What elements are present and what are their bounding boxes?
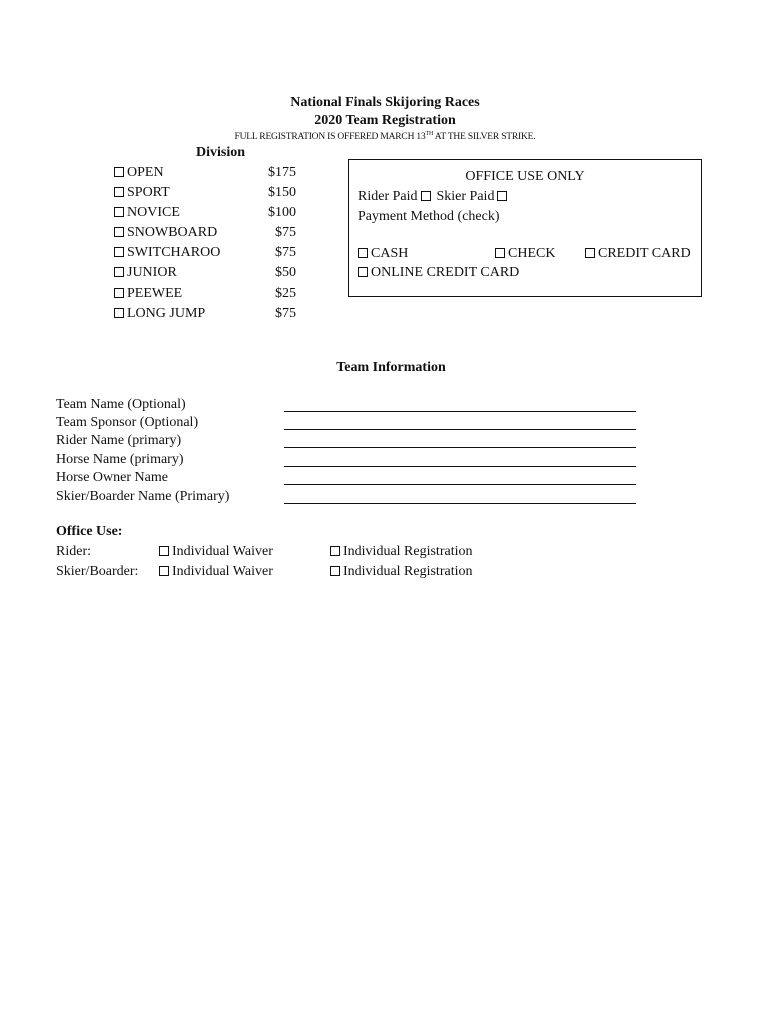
office-use-title: OFFICE USE ONLY — [465, 169, 585, 184]
checkbox-icon[interactable] — [114, 227, 124, 237]
division-price: $175 — [268, 165, 296, 180]
checkbox-icon[interactable] — [114, 167, 124, 177]
team-sponsor-field[interactable] — [284, 429, 636, 430]
registration-note-sup: TH — [425, 131, 434, 137]
division-name: NOVICE — [127, 205, 180, 220]
division-option-long-jump[interactable] — [114, 306, 296, 326]
division-option-label — [114, 306, 205, 326]
checkbox-icon[interactable] — [159, 566, 169, 576]
horse-name-field[interactable] — [284, 466, 636, 467]
payment-credit-card-label: CREDIT CARD — [598, 246, 691, 261]
skier-registration-option[interactable] — [330, 564, 472, 580]
checkbox-icon[interactable] — [585, 248, 595, 258]
division-option-label — [114, 185, 170, 205]
horse-owner-label: Horse Owner Name — [56, 470, 168, 485]
checkbox-icon[interactable] — [114, 247, 124, 257]
division-price: $150 — [268, 185, 296, 200]
division-price: $100 — [268, 205, 296, 220]
rider-waiver-option[interactable] — [159, 544, 273, 560]
payment-online-credit-card-option[interactable] — [358, 265, 519, 281]
checkbox-icon[interactable] — [114, 187, 124, 197]
division-name: SPORT — [127, 185, 170, 200]
checkbox-icon[interactable] — [330, 566, 340, 576]
paid-row — [358, 189, 510, 205]
division-price: $25 — [275, 286, 296, 301]
rider-paid-label: Rider Paid — [358, 189, 418, 204]
checkbox-icon[interactable] — [159, 546, 169, 556]
registration-note — [0, 131, 770, 142]
rider-registration-option[interactable] — [330, 544, 472, 560]
registration-note-end: AT THE SILVER STRIKE. — [433, 132, 536, 143]
division-option-novice[interactable] — [114, 205, 296, 225]
division-option-snowboard[interactable] — [114, 225, 296, 245]
team-sponsor-label: Team Sponsor (Optional) — [56, 415, 199, 430]
team-info-heading: Team Information — [336, 360, 446, 375]
form-subtitle: 2020 Team Registration — [314, 113, 456, 128]
rider-registration-label: Individual Registration — [343, 544, 473, 559]
skier-paid-label: Skier Paid — [436, 189, 495, 204]
division-option-open[interactable] — [114, 165, 296, 185]
checkbox-icon[interactable] — [330, 546, 340, 556]
form-title: National Finals Skijoring Races — [290, 95, 480, 110]
payment-credit-card-option[interactable] — [585, 246, 691, 262]
division-name: LONG JUMP — [127, 306, 206, 321]
rider-waiver-label: Individual Waiver — [172, 544, 273, 559]
payment-check-label: CHECK — [508, 246, 556, 261]
checkbox-icon[interactable] — [114, 267, 124, 277]
skier-waiver-label: Individual Waiver — [172, 564, 273, 579]
skier-name-field[interactable] — [284, 503, 636, 504]
division-option-peewee[interactable] — [114, 286, 296, 306]
skier-waiver-option[interactable] — [159, 564, 273, 580]
horse-name-label: Horse Name (primary) — [56, 452, 184, 467]
payment-check-option[interactable] — [495, 246, 555, 262]
skier-label: Skier/Boarder: — [56, 564, 139, 579]
rider-label: Rider: — [56, 544, 91, 559]
division-name: SNOWBOARD — [127, 225, 218, 240]
division-option-label — [114, 225, 217, 245]
division-heading: Division — [196, 145, 246, 160]
division-option-label — [114, 165, 164, 185]
checkbox-icon[interactable] — [358, 267, 368, 277]
skier-paid-checkbox[interactable] — [497, 191, 507, 201]
division-option-label — [114, 245, 220, 265]
division-name: PEEWEE — [127, 286, 183, 301]
rider-name-label: Rider Name (primary) — [56, 433, 182, 448]
payment-cash-option[interactable] — [358, 246, 408, 262]
checkbox-icon[interactable] — [114, 288, 124, 298]
division-name: SWITCHAROO — [127, 245, 221, 260]
payment-online-credit-card-label: ONLINE CREDIT CARD — [371, 265, 520, 280]
skier-registration-label: Individual Registration — [343, 564, 473, 579]
team-name-field[interactable] — [284, 411, 636, 412]
rider-paid-checkbox[interactable] — [421, 191, 431, 201]
checkbox-icon[interactable] — [114, 308, 124, 318]
checkbox-icon[interactable] — [114, 207, 124, 217]
skier-name-label: Skier/Boarder Name (Primary) — [56, 489, 230, 504]
division-option-label — [114, 286, 182, 306]
rider-name-field[interactable] — [284, 447, 636, 448]
division-option-sport[interactable] — [114, 185, 296, 205]
division-price: $75 — [275, 225, 296, 240]
office-use-heading: Office Use: — [56, 524, 123, 539]
division-name: OPEN — [127, 165, 164, 180]
division-price: $50 — [275, 265, 296, 280]
horse-owner-field[interactable] — [284, 484, 636, 485]
division-price: $75 — [275, 306, 296, 321]
checkbox-icon[interactable] — [358, 248, 368, 258]
division-option-label — [114, 205, 180, 225]
team-name-label: Team Name (Optional) — [56, 397, 186, 412]
checkbox-icon[interactable] — [495, 248, 505, 258]
payment-method-label: Payment Method (check) — [358, 209, 500, 224]
division-price: $75 — [275, 245, 296, 260]
division-option-junior[interactable] — [114, 265, 296, 285]
division-option-switcharoo[interactable] — [114, 245, 296, 265]
registration-note-main: FULL REGISTRATION IS OFFERED MARCH 13 — [234, 132, 426, 143]
payment-cash-label: CASH — [371, 246, 409, 261]
division-name: JUNIOR — [127, 265, 177, 280]
division-option-label — [114, 265, 177, 285]
